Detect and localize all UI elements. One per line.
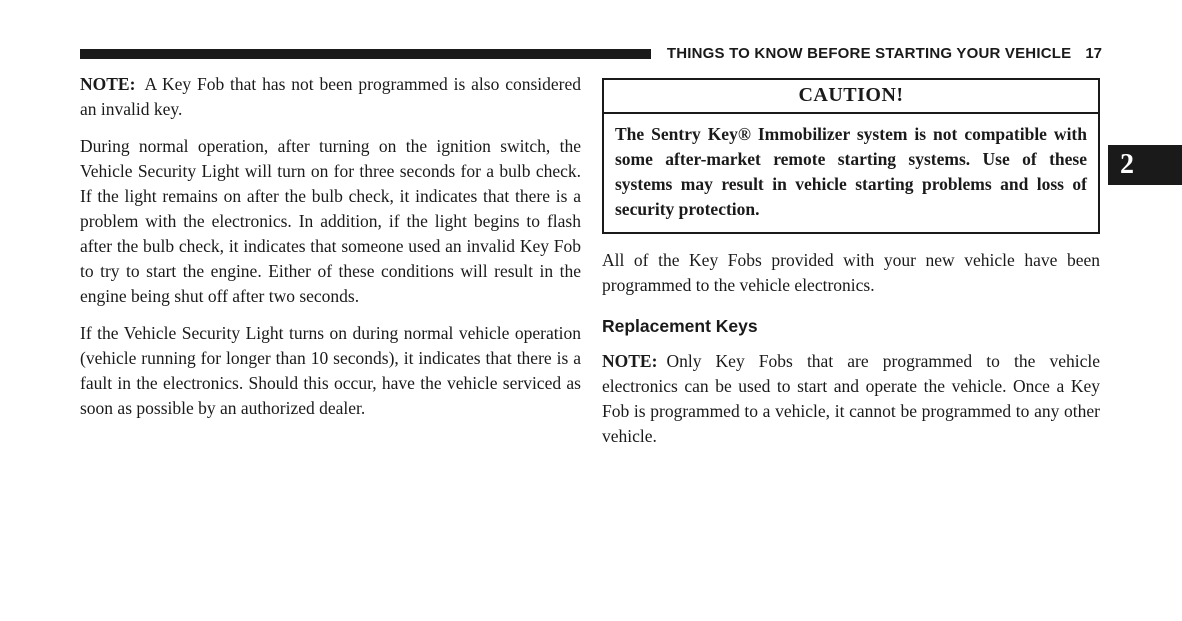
body-paragraph: During normal operation, after turning on the ignition switch, the Vehicle Security Light will turn on for three seconds for a bulb check. If the light remains on after the bulb check, it indicates that there is a problem with the electronics. In addition, if the light begins to flash after the bulb check, it indicates that someone used an invalid Key Fob to try to start the engine. Either of these conditions will result in the engine being shut off after two seconds. [80,136,581,306]
caution-body: The Sentry Key® Immobilizer system is not compatible with some after-market remote starting systems. Use of these systems may result in vehicle starting problems and loss of security protection. [615,124,1087,219]
note-paragraph [602,349,1100,449]
note-label: NOTE: [602,351,658,371]
page-header [80,45,1102,62]
page-title: THINGS TO KNOW BEFORE STARTING YOUR VEHICLE [666,45,1072,62]
header-rule [80,49,651,59]
note-label: NOTE: [80,74,136,94]
caution-title: CAUTION! [604,80,1098,114]
chapter-tab-number: 2 [1120,149,1134,180]
note-paragraph [80,72,581,122]
note-text: Only Key Fobs that are programmed to the vehicle electronics can be used to start and operate the vehicle. Once a Key Fob is programmed to a vehicle, it cannot be programmed to any other vehicle. [602,351,1100,446]
note-text: A Key Fob that has not been programmed is also considered an invalid key. [80,74,581,119]
section-heading-replacement-keys: Replacement Keys [602,316,758,336]
left-column [80,72,581,433]
page-number: 17 [1085,45,1102,62]
chapter-tab [1108,145,1182,185]
body-paragraph: If the Vehicle Security Light turns on during normal vehicle operation (vehicle running for longer than 10 seconds), it indicates that there is a fault in the electronics. Should this occur, have the vehicle serviced as soon as possible by an authorized dealer. [80,323,581,418]
right-column [602,72,1100,461]
body-paragraph: All of the Key Fobs provided with your new vehicle have been programmed to the vehicle electronics. [602,250,1100,295]
caution-box [602,78,1100,234]
